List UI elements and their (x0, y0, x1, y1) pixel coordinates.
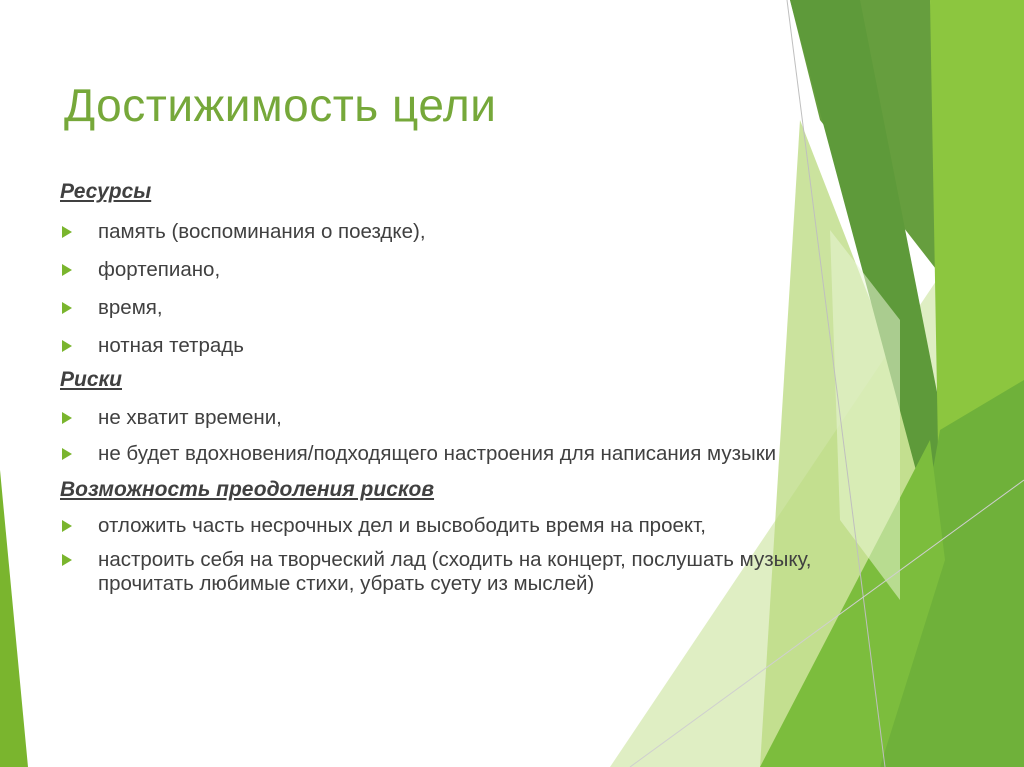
bullet-arrow-icon (62, 264, 72, 276)
section-heading: Риски (60, 368, 122, 391)
slide-title: Достижимость цели (64, 79, 497, 131)
section-heading: Ресурсы (60, 180, 152, 203)
section-heading: Возможность преодоления рисков (60, 478, 435, 501)
bullet-arrow-icon (62, 226, 72, 238)
list-item: не будет вдохновения/подходящего настроения для написания музыки (60, 442, 880, 466)
bullet-arrow-icon (62, 520, 72, 532)
slide-content (60, 178, 880, 596)
section-resources (60, 178, 880, 358)
list-item: настроить себя на творческий лад (сходить на концерт, послушать музыку, прочитать любимые стихи, убрать суету из мыслей) (60, 548, 880, 596)
bullet-arrow-icon (62, 554, 72, 566)
list-item: фортепиано, (60, 258, 880, 282)
list-item: время, (60, 296, 880, 320)
section-risks (60, 366, 880, 466)
bullet-list (60, 220, 880, 358)
bullet-arrow-icon (62, 412, 72, 424)
bullet-list (60, 514, 880, 596)
bullet-arrow-icon (62, 448, 72, 460)
section-risk-mitigation (60, 476, 880, 596)
bullet-arrow-icon (62, 302, 72, 314)
list-item: нотная тетрадь (60, 334, 880, 358)
bullet-arrow-icon (62, 340, 72, 352)
list-item: отложить часть несрочных дел и высвободить время на проект, (60, 514, 880, 538)
list-item: не хватит времени, (60, 406, 880, 430)
bullet-list (60, 406, 880, 466)
list-item: память (воспоминания о поездке), (60, 220, 880, 244)
left-edge-shape (0, 470, 28, 767)
